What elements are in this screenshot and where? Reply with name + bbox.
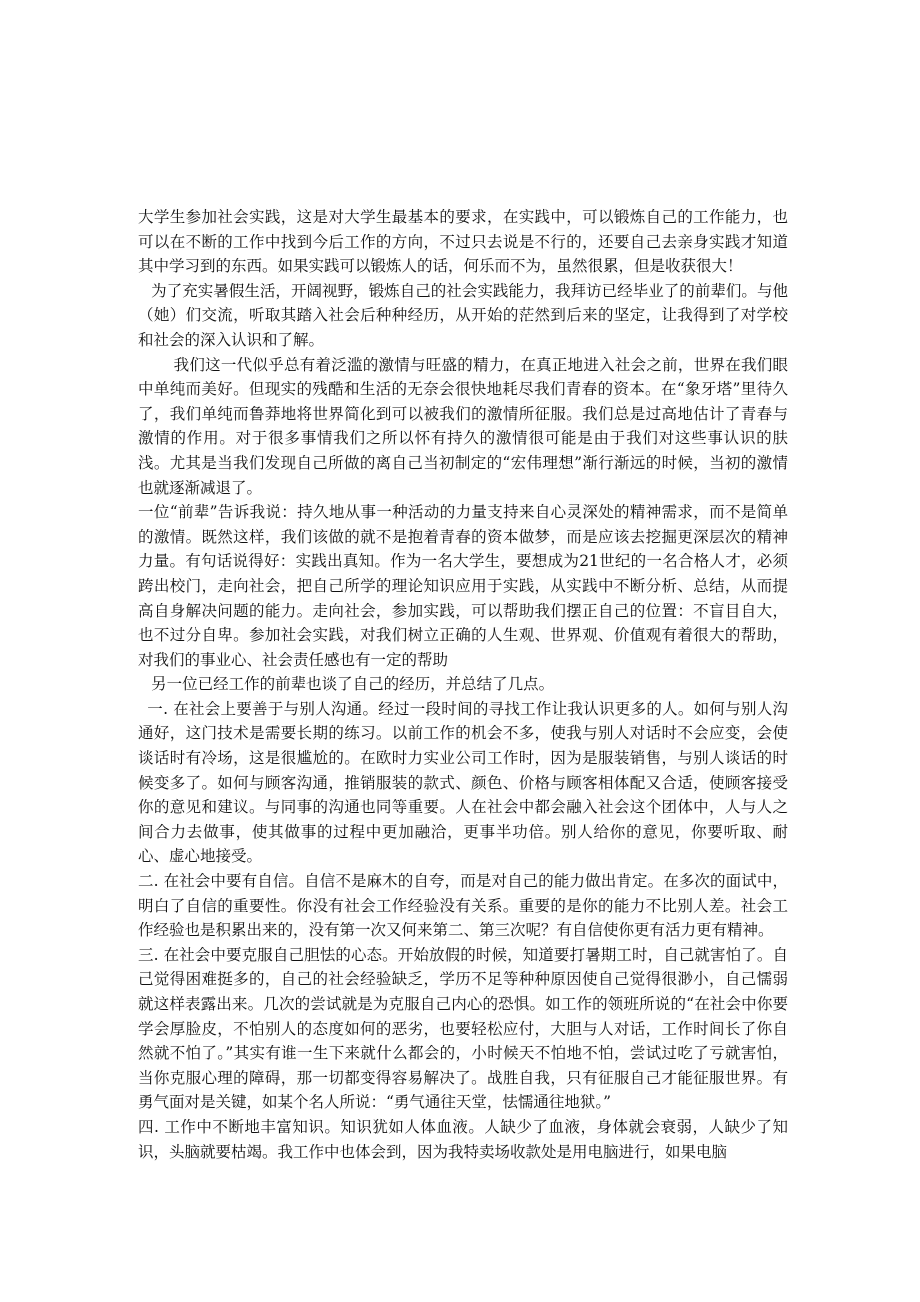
paragraph-point-three: 三. 在社会中要克服自己胆怯的心态。开始放假的时候，知道要打暑期工时，自己就害怕了。自己觉得困难挺多的，自己的社会经验缺乏，学历不足等种种原因使自己觉得很渺小，自己懦弱就这样表露出来。几次的尝试就是为克服自己内心的恐惧。如工作的领班所说的“在社会中你要学会厚脸皮，不怕别人的态度如何的恶劣，也要轻松应付，大胆与人对话，工作时间长了你自然就不怕了。”其实有谁一生下来就什么都会的，小时候天不怕地不怕，尝试过吃了亏就害怕，当你克服心理的障碍，那一切都变得容易解决了。战胜自我，只有征服自己才能征服世界。有勇气面对是关键，如某个名人所说：“勇气通往天堂，怯懦通往地狱。” [138, 945, 788, 1112]
paragraph-point-one: 一. 在社会上要善于与别人沟通。经过一段时间的寻找工作让我认识更多的人。如何与别人沟通好，这门技术是需要长期的练习。以前工作的机会不多，使我与别人对话时不会应变，会使谈话时有冷场，这是很尴尬的。在欧时力实业公司工作时，因为是服装销售，与别人谈话的时候变多了。如何与顾客沟通，推销服装的款式、颜色、价格与顾客相体配又合适，使顾客接受你的意见和建议。与同事的沟通也同等重要。人在社会中都会融入社会这个团体中，人与人之间合力去做事，使其做事的过程中更加融洽，更事半功倍。别人给你的意见，你要听取、耐心、虚心地接受。 [138, 699, 788, 866]
paragraph-visit: 为了充实暑假生活，开阔视野，锻炼自己的社会实践能力，我拜访已经毕业了的前辈们。与他（她）们交流，听取其踏入社会后种种经历，从开始的茫然到后来的坚定，让我得到了对学校和社会的深入认识和了解。 [138, 281, 788, 349]
paragraph-intro: 大学生参加社会实践，这是对大学生最基本的要求，在实践中，可以锻炼自己的工作能力，也可以在不断的工作中找到今后工作的方向，不过只去说是不行的，还要自己去亲身实践才知道其中学习到的东西。如果实践可以锻炼人的话，何乐而不为，虽然很累，但是收获很大！ [138, 208, 788, 276]
document-body [138, 205, 788, 1164]
paragraph-generation: 我们这一代似乎总有着泛滥的激情与旺盛的精力，在真正地进入社会之前，世界在我们眼中单纯而美好。但现实的残酷和生活的无奈会很快地耗尽我们青春的资本。在“象牙塔”里待久了，我们单纯而鲁莽地将世界简化到可以被我们的激情所征服。我们总是过高地估计了青春与激情的作用。对于很多事情我们之所以怀有持久的激情很可能是由于我们对这些事认识的肤浅。尤其是当我们发现自己所做的离自己当初制定的“宏伟理想”渐行渐远的时候，当初的激情也就逐渐减退了。 [138, 355, 788, 497]
paragraph-point-two: 二. 在社会中要有自信。自信不是麻木的自夸，而是对自己的能力做出肯定。在多次的面试中，明白了自信的重要性。你没有社会工作经验没有关系。重要的是你的能力不比别人差。社会工作经验也是积累出来的，没有第一次又何来第二、第三次呢？有自信使你更有活力更有精神。 [138, 872, 788, 940]
paragraph-another-senior: 另一位已经工作的前辈也谈了自己的经历，并总结了几点。 [151, 675, 555, 694]
paragraph-point-four: 四. 工作中不断地丰富知识。知识犹如人体血液。人缺少了血液，身体就会衰弱，人缺少了知识，头脑就要枯竭。我工作中也体会到，因为我特卖场收款处是用电脑进行，如果电脑 [138, 1117, 788, 1161]
paragraph-senior-advice: 一位“前辈”告诉我说：持久地从事一种活动的力量支持来自心灵深处的精神需求，而不是简单的激情。既然这样，我们该做的就不是抱着青春的资本做梦，而是应该去挖掘更深层次的精神力量。有句话说得好：实践出真知。作为一名大学生，要想成为21世纪的一名合格人才，必须跨出校门，走向社会，把自己所学的理论知识应用于实践，从实践中不断分析、总结，从而提高自身解决问题的能力。走向社会，参加实践，可以帮助我们摆正自己的位置：不盲目自大，也不过分自卑。参加社会实践，对我们树立正确的人生观、世界观、价值观有着很大的帮助，对我们的事业心、社会责任感也有一定的帮助 [138, 503, 788, 669]
